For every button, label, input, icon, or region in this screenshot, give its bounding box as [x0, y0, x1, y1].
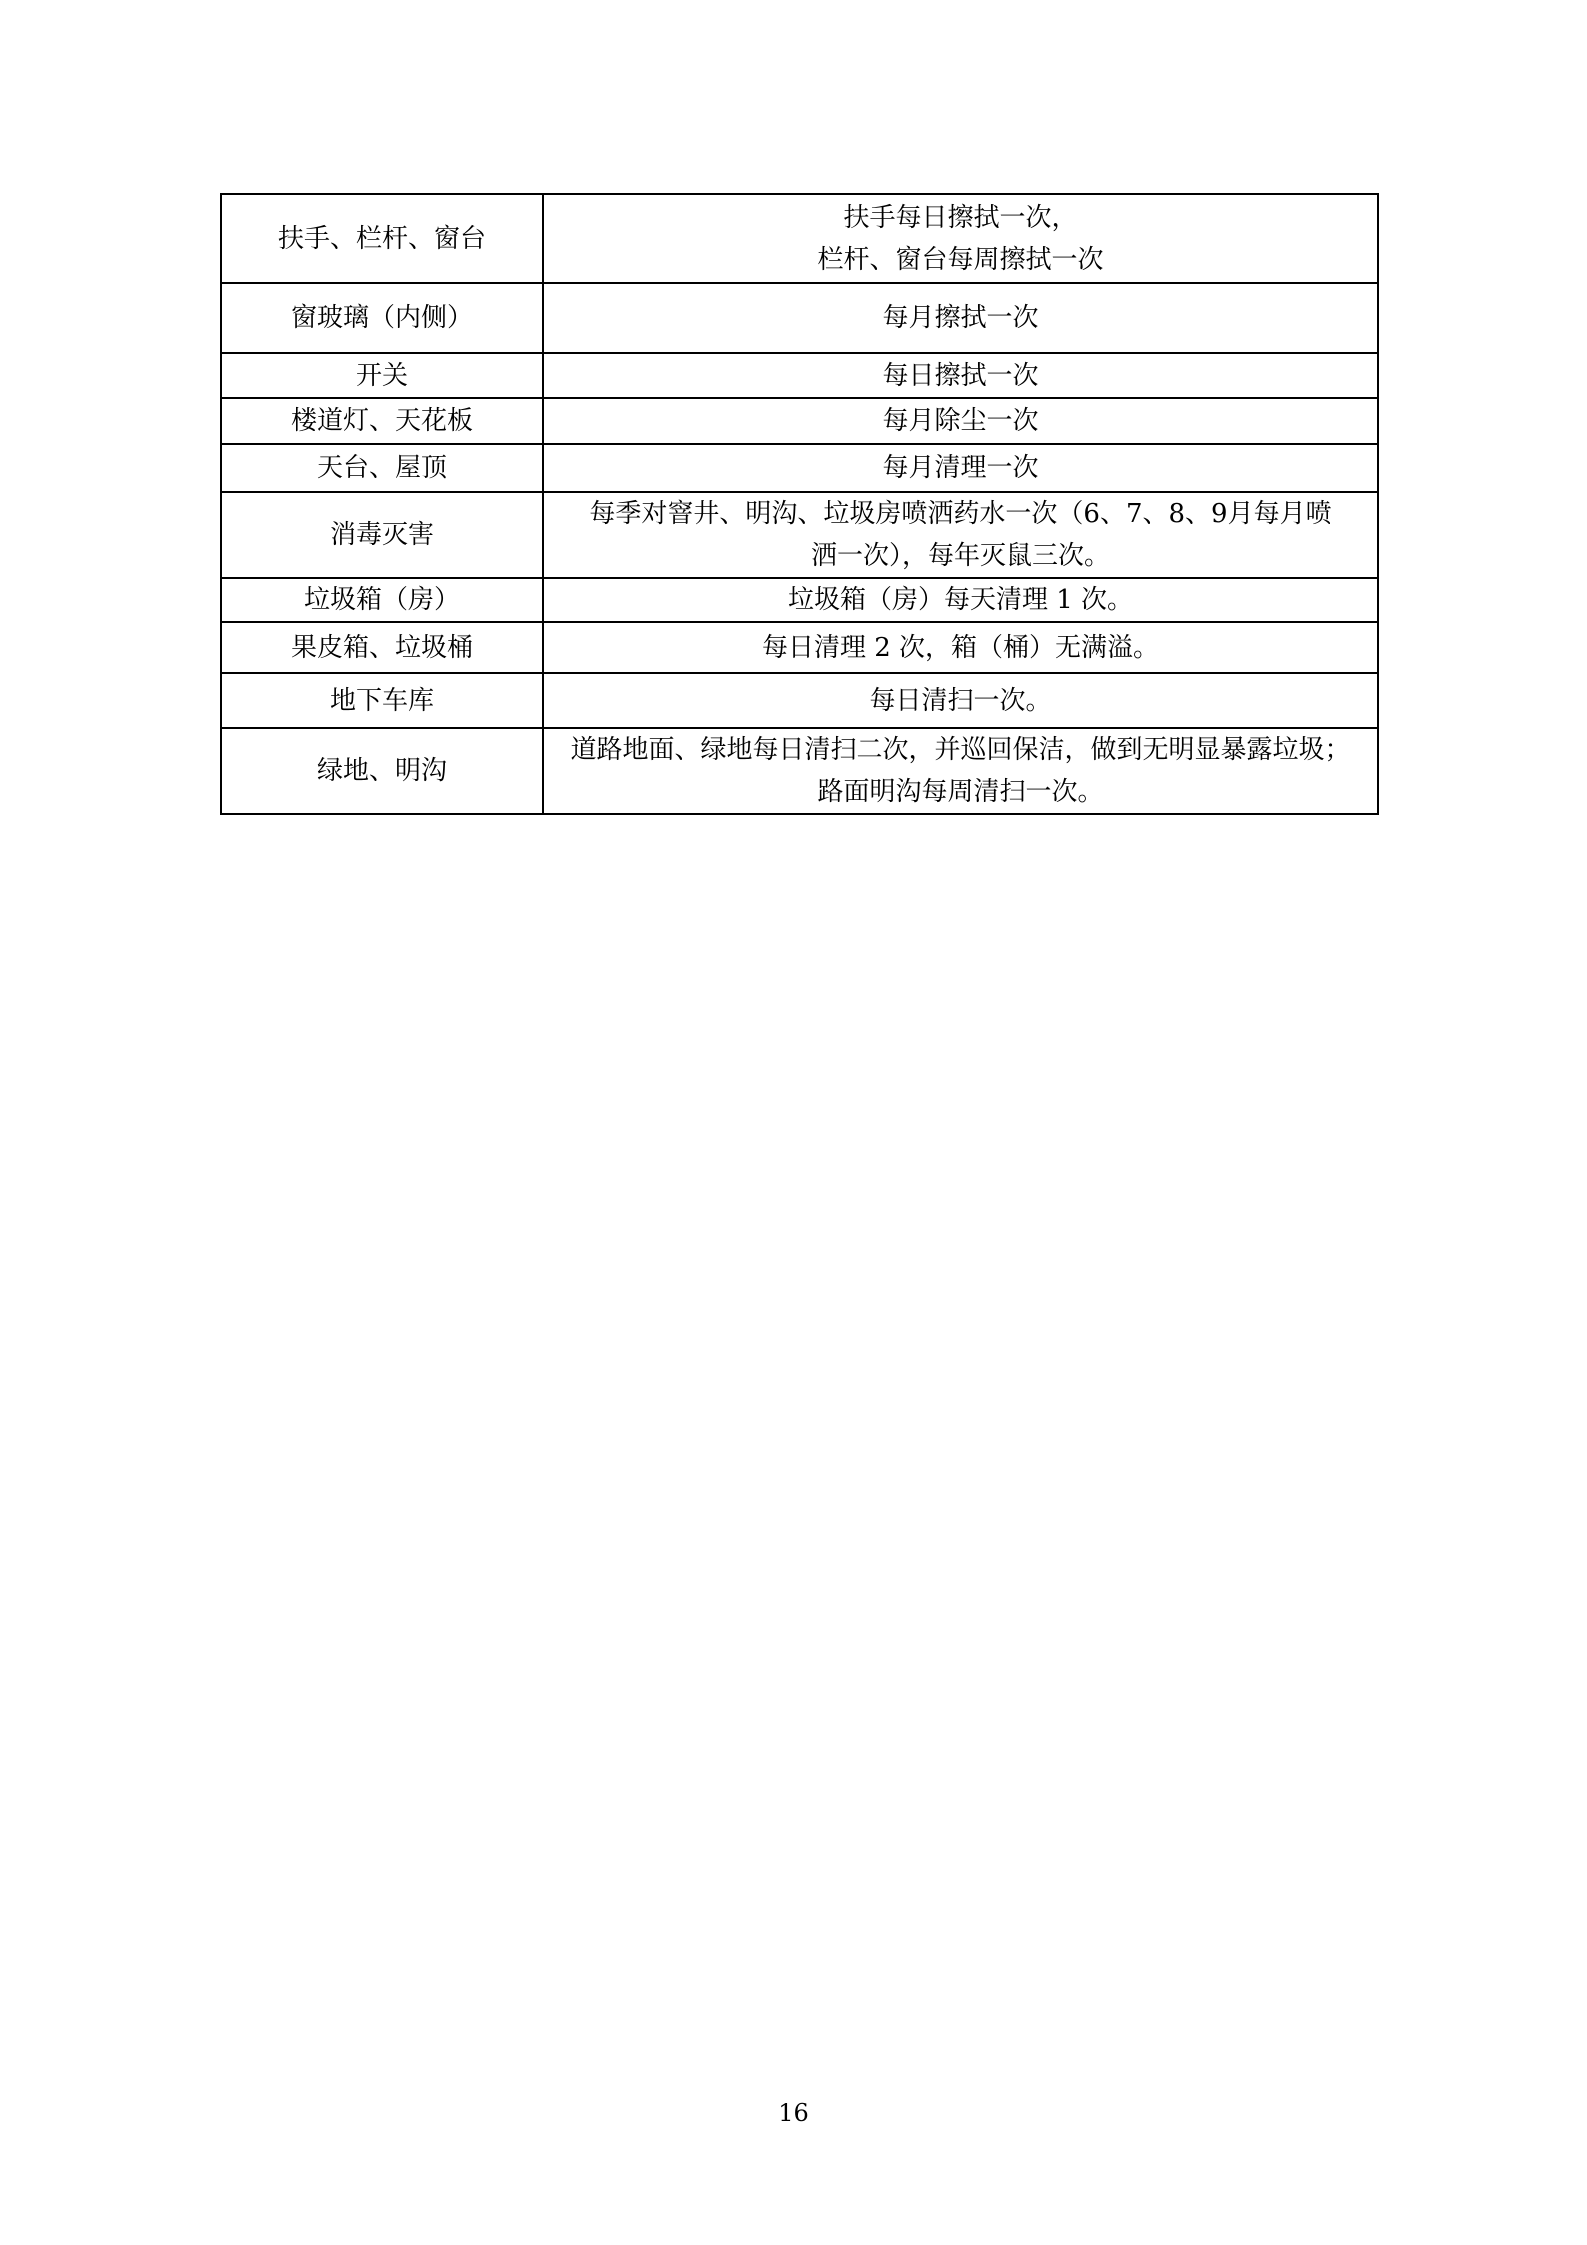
- requirement-cell: 每月清理一次: [543, 444, 1378, 492]
- item-cell: 垃圾箱（房）: [221, 578, 543, 622]
- item-cell: 开关: [221, 353, 543, 398]
- table-row: [221, 444, 1378, 492]
- item-cell: 果皮箱、垃圾桶: [221, 622, 543, 673]
- requirement-cell: 扶手每日擦拭一次， 栏杆、窗台每周擦拭一次: [543, 194, 1378, 283]
- requirement-cell: 每日清扫一次。: [543, 673, 1378, 728]
- item-cell: 楼道灯、天花板: [221, 398, 543, 444]
- table-row: [221, 353, 1378, 398]
- table-row: [221, 578, 1378, 622]
- item-cell: 地下车库: [221, 673, 543, 728]
- table-row: [221, 194, 1378, 283]
- requirement-cell: 每日擦拭一次: [543, 353, 1378, 398]
- table-row: [221, 398, 1378, 444]
- requirement-cell: 每月除尘一次: [543, 398, 1378, 444]
- item-cell: 消毒灭害: [221, 492, 543, 578]
- table-row: [221, 622, 1378, 673]
- table-row: [221, 492, 1378, 578]
- table-row: [221, 283, 1378, 353]
- requirement-cell: 每日清理 2 次，箱（桶）无满溢。: [543, 622, 1378, 673]
- item-cell: 扶手、栏杆、窗台: [221, 194, 543, 283]
- requirement-cell: 道路地面、绿地每日清扫二次，并巡回保洁，做到无明显暴露垃圾； 路面明沟每周清扫一次。: [543, 728, 1378, 814]
- page-number: 16: [778, 2099, 809, 2127]
- item-cell: 天台、屋顶: [221, 444, 543, 492]
- item-cell: 窗玻璃（内侧）: [221, 283, 543, 353]
- cleaning-schedule-table: [220, 193, 1379, 815]
- requirement-cell: 每季对窨井、明沟、垃圾房喷洒药水一次（6、7、8、9月每月喷 洒一次），每年灭鼠三次。: [543, 492, 1378, 578]
- table-row: [221, 673, 1378, 728]
- item-cell: 绿地、明沟: [221, 728, 543, 814]
- requirement-cell: 每月擦拭一次: [543, 283, 1378, 353]
- table-row: [221, 728, 1378, 814]
- requirement-cell: 垃圾箱（房）每天清理 1 次。: [543, 578, 1378, 622]
